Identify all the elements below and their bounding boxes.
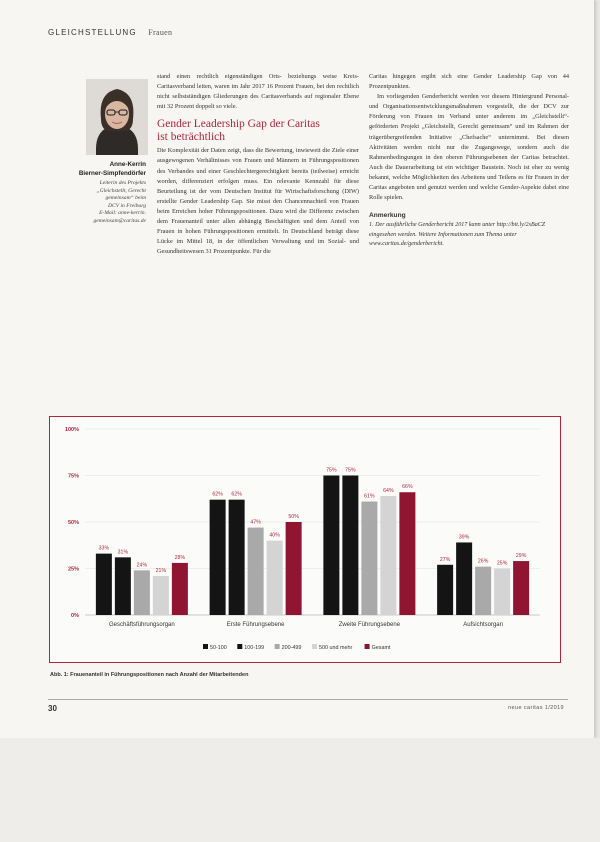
author-photo (86, 79, 148, 155)
author-bio (50, 180, 146, 226)
publication-name: neue caritas 1/2019 (508, 705, 564, 711)
chart-bar (380, 496, 396, 615)
chart-bar (513, 561, 529, 615)
legend-label: Gesamt (371, 645, 391, 651)
bar-chart (50, 417, 560, 662)
chart-bar (323, 476, 339, 616)
article-subheading (157, 118, 359, 143)
caption-label: Abb. 1: (50, 672, 69, 678)
caption-text: Frauenanteil in Führungspositionen nach Anzahl der Mitarbeitenden (70, 672, 249, 678)
legend-swatch (237, 644, 242, 649)
bar-value-label: 66% (402, 484, 413, 491)
legend-swatch (275, 644, 280, 649)
legend-swatch (312, 644, 317, 649)
bar-value-label: 26% (477, 558, 489, 565)
article-paragraph: Caritas hingegen ergibt sich eine Gender Leadership Gap von 44 Prozentpunkten. (369, 73, 569, 91)
chart-bar (172, 563, 188, 615)
bar-value-label: 31% (117, 549, 129, 556)
bar-value-label: 75% (326, 467, 337, 474)
y-tick-label: 50% (67, 520, 79, 526)
author-bio-line: „Gleichstellt, Gerecht (96, 187, 146, 194)
x-category-label: Zweite Führungsebene (338, 622, 401, 628)
bar-value-label: 61% (364, 493, 375, 500)
author-bio-line: Leiterin des Projekts (99, 180, 146, 186)
legend-swatch (365, 644, 370, 649)
y-tick-label: 100% (64, 427, 79, 433)
chart-frame (49, 416, 561, 663)
legend-label: 500 und mehr (319, 645, 353, 651)
article-paragraph: Im vorliegenden Genderbericht werden vor diesem Hintergrund Personal- und Organisationsentwicklungsmaßnahmen vorgestellt, die der DCV zur Förderung von Frauen im Verband unter anderem im „Gleichstellt“-geförderten Projekt „Gleichstellt, Gerecht gemeinsam“ und im Rahmen der trägerübergreifenden Initiative „Chefsache“ unternimmt. Bei diesen Aktivitäten werden nicht nur die Zugangswege, sondern auch die Rahmenbedingungen in den oberen Führungsebenen der Caritas betrachtet. Auch die Dauerarbeitung ist ein wichtiger Baustein. Noch ist eher zu wenig bekannt, welche Möglichkeiten des Arbeitens und Teilens es für Frauen in der Caritas angeboten und genutzt werden und welche Gender-Aspekte dabei eine Rolle spielen. (369, 93, 569, 202)
footer-rule (48, 699, 568, 700)
subsection-title: Frauen (148, 28, 173, 37)
chart-bar (456, 542, 472, 615)
figure-caption (50, 672, 248, 678)
chart-bar (494, 569, 510, 616)
subheading-line: ist beträchtlich (157, 130, 226, 143)
page-number: 30 (48, 704, 57, 713)
article-paragraph: stand einen rechtlich eigenständigen Orts- beziehungs weise Kreis-Caritasverband leiten, waren im Jahr 2017 16 Prozent Frauen, bei den rechtlich nicht selbstständigen Gliederungen des Caritasverbands auf regionaler Ebene mit 32 Prozent doppelt so viele. (157, 73, 359, 111)
x-category-label: Erste Führungsebene (226, 622, 285, 628)
chart-bar (248, 528, 264, 615)
chart-bar (134, 570, 150, 615)
bar-value-label: 50% (288, 514, 299, 520)
bar-value-label: 29% (515, 553, 527, 560)
annotation-text: 1. Der ausführliche Genderbericht 2017 kann unter http://bit.ly/2sBaCZ eingesehen werden. Weitere Informationen zum Thema unter www.caritas.de/genderbericht. (369, 222, 546, 248)
bar-value-label: 27% (439, 556, 451, 563)
chart-bar (267, 541, 283, 615)
y-tick-label: 75% (67, 473, 79, 480)
bar-value-label: 75% (345, 467, 356, 474)
author-name-first: Anne-Kerrin (109, 161, 146, 168)
bar-value-label: 40% (269, 532, 280, 539)
chart-bar (115, 557, 131, 615)
author-bio-line: gemeinsam@caritas.de (93, 217, 146, 224)
bar-value-label: 25% (496, 560, 508, 567)
chart-bar (210, 500, 226, 615)
legend-label: 50-100 (210, 645, 227, 651)
article-column-1 (157, 72, 359, 257)
article-paragraph: Die Komplexität der Daten zeigt, dass die Bewertung, inwieweit die Ziele einer ausgewogenen Verhältnisses von Frauen und Männern in Führungspositionen des Verbandes und einer Geschlechtergerechtigkeit bereits (teilweise) erreicht worden, differenziert erfolgen muss. Ein relevante Kennzahl für diese Beurteilung ist der vom Deutschen Institut für Wirtschaftsforschung (DIW) erstellte Gender Leadership Gap. Sie misst den Chancennachteil von Frauen beim Erreichen hoher Führungspositionen. Dazu wird die Differenz zwischen dem Frauenanteil unter allen abhängig Beschäftigten und dem Anteil von Frauen in hohen Führungspositionen ermittelt. In Deutschland beträgt diese Lücke im Mittel 18, in der öffentlichen Verwaltung und im Sozial- und Gesundheitswesen 31 Prozentpunkte. Für die (157, 147, 359, 256)
author-bio-line: gemeinsam“ beim (105, 195, 146, 202)
author-box (50, 160, 146, 226)
chart-bar (475, 567, 491, 615)
legend-label: 100-199 (244, 645, 265, 651)
x-category-label: Geschäftsführungsorgan (109, 622, 175, 628)
legend-swatch (203, 644, 208, 649)
bar-value-label: 28% (174, 554, 186, 561)
section-title: GLEICHSTELLUNG (48, 28, 137, 37)
chart-bar (229, 500, 245, 615)
article-column-2 (369, 72, 569, 250)
chart-bar (437, 565, 453, 615)
chart-bar (96, 554, 112, 615)
author-bio-line: E-Mail: anne-kerrin. (99, 210, 146, 217)
bar-value-label: 47% (250, 519, 261, 526)
chart-bar (286, 522, 302, 615)
running-header (48, 28, 172, 37)
page-background (0, 738, 600, 842)
bar-value-label: 39% (458, 534, 470, 541)
bar-value-label: 64% (383, 487, 394, 494)
bar-value-label: 62% (231, 491, 242, 498)
x-category-label: Aufsichtsorgan (463, 622, 503, 628)
y-tick-label: 0% (71, 613, 79, 619)
chart-bar (342, 476, 358, 616)
author-name-last: Bierner-Simpfendörfer (78, 170, 146, 177)
chart-bar (399, 492, 415, 615)
subheading-line: Gender Leadership Gap der Caritas (157, 118, 320, 131)
bar-value-label: 33% (98, 545, 110, 552)
bar-value-label: 24% (136, 562, 148, 569)
legend-label: 200-499 (281, 645, 302, 651)
bar-value-label: 62% (212, 491, 223, 498)
annotation-heading: Anmerkung (369, 212, 406, 220)
author-bio-line: DCV in Freiburg (107, 202, 146, 209)
chart-bar (361, 502, 377, 615)
chart-bar (153, 576, 169, 615)
bar-value-label: 21% (155, 567, 167, 574)
y-tick-label: 25% (67, 566, 79, 573)
